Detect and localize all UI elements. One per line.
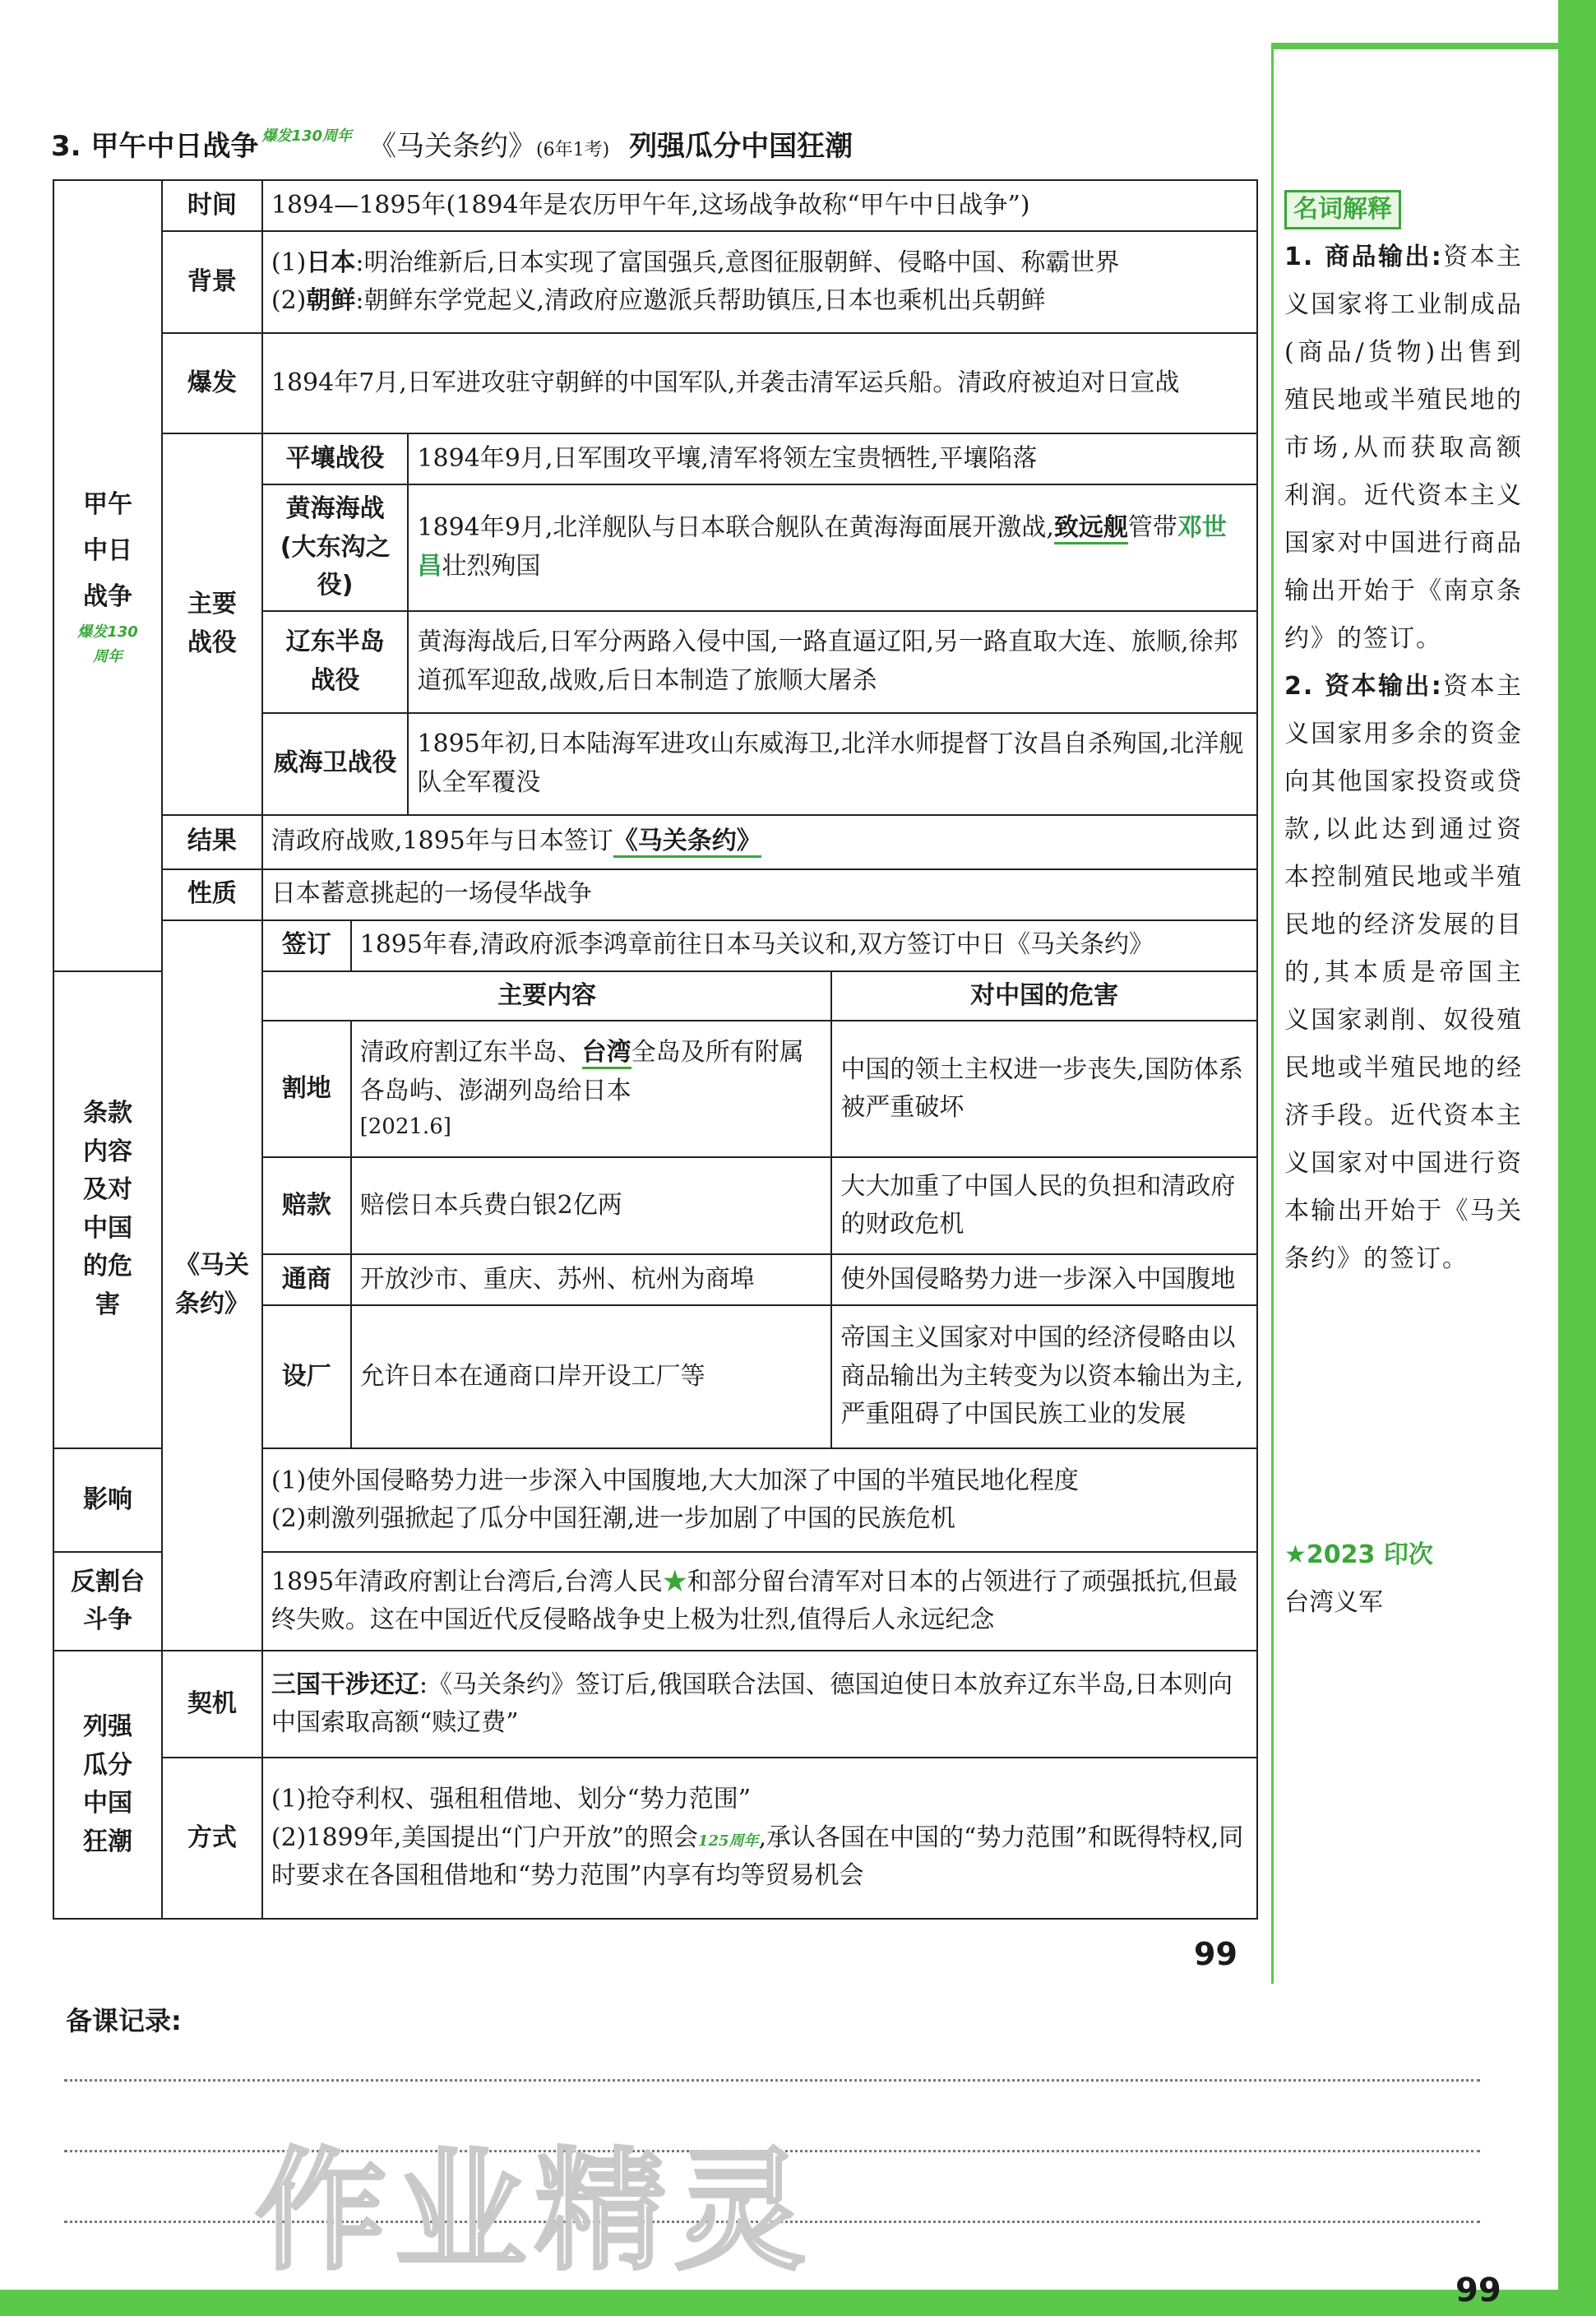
taiwan-keyword: 台湾 — [582, 1038, 631, 1069]
clause-name: 通商 — [262, 1254, 351, 1305]
battles-label: 主要战役 — [162, 433, 262, 815]
clause-name: 赔款 — [262, 1157, 351, 1254]
side-note — [1284, 1531, 1433, 1627]
clause-content: 允许日本在通商口岸开设工厂等 — [351, 1305, 832, 1448]
nature-label: 性质 — [162, 869, 262, 920]
battle-name: 威海卫战役 — [262, 713, 409, 815]
sign-text: 1895年春,清政府派李鸿章前往日本马关议和,双方签订中日《马关条约》 — [351, 920, 1257, 971]
col-content-header: 主要内容 — [262, 971, 831, 1021]
result-treaty: 《马关条约》 — [613, 827, 761, 858]
notes-label: 备课记录: — [66, 2005, 182, 2036]
star-icon: ★ — [662, 1567, 687, 1596]
glossary-item: 1. 商品输出:资本主义国家将工业制成品(商品/货物)出售到殖民地或半殖民地的市场,从而获取高额利润。近代资本主义国家对中国进行商品输出开始于《南京条约》的签订。 — [1284, 243, 1523, 653]
war-anniversary: 爆发130周年 — [261, 127, 353, 145]
clause-harm: 使外国侵略势力进一步深入中国腹地 — [831, 1254, 1257, 1305]
means-label: 方式 — [162, 1758, 262, 1919]
column-divider — [1271, 43, 1274, 1984]
time-label: 时间 — [162, 180, 262, 231]
open-door-anniversary: 125周年 — [697, 1832, 759, 1850]
impact-cell: (1)使外国侵略势力进一步深入中国腹地,大大加深了中国的半殖民地化程度 (2)刺激列强掀起了瓜分中国狂潮,进一步加剧了中国的民族危机 — [262, 1448, 1257, 1552]
table-row — [53, 1651, 1257, 1758]
table-row — [53, 433, 1257, 484]
watermark: 作业精灵 — [255, 2134, 815, 2288]
sign-label: 签订 — [262, 920, 351, 971]
war-group-label: 甲午中日战争 — [83, 489, 132, 611]
table-row — [53, 1758, 1257, 1919]
table-row — [53, 815, 1257, 869]
nature-text: 日本蓄意挑起的一场侵华战争 — [262, 869, 1257, 920]
scramble-title: 列强瓜分中国狂潮 — [629, 130, 854, 163]
hero-keyword: 邓世昌 — [417, 513, 1227, 581]
outbreak-text: 1894年7月,日军进攻驻守朝鲜的中国军队,并袭击清军运兵船。清政府被迫对日宣战 — [262, 333, 1257, 433]
means-cell: (1)抢夺利权、强租租借地、划分“势力范围” (2)1899年,美国提出“门户开放”的照会125周年,承认各国在中国的“势力范围”和既得特权,同时要求在各国租借地和“势力范围”内享有均等贸易机会 — [262, 1758, 1257, 1919]
impact-label: 影响 — [53, 1448, 162, 1552]
clause-harm: 中国的领土主权进一步丧失,国防体系被严重破坏 — [831, 1021, 1257, 1157]
table-row — [53, 333, 1257, 433]
battle-text: 1894年9月,日军围攻平壤,清军将领左宝贵牺牲,平壤陷落 — [408, 433, 1257, 484]
treaty-group-cell: 《马关条约》 — [162, 920, 262, 1651]
exam-ref: [2021.6] — [359, 1114, 451, 1140]
war-group-cell — [53, 180, 162, 971]
page-number-outer: 99 — [1455, 2272, 1501, 2309]
outbreak-label: 爆发 — [162, 333, 262, 433]
battle-name: 黄海海战 (大东沟之役) — [262, 484, 409, 611]
col-harm-header: 对中国的危害 — [831, 971, 1257, 1021]
japan-keyword: 日本 — [306, 248, 356, 277]
main-table — [53, 179, 1258, 1920]
clause-harm: 帝国主义国家对中国的经济侵略由以商品输出为主转变为以资本输出为主,严重阻碍了中国民族工业的发展 — [831, 1305, 1257, 1448]
battle-name: 平壤战役 — [262, 433, 409, 484]
war-title: . 甲午中日战争 — [70, 130, 259, 163]
ship-keyword: 致远舰 — [1054, 513, 1128, 544]
battle-text: 黄海海战后,日军分两路入侵中国,一路直逼辽阳,另一路直取大连、旅顺,徐邦道孤军迎敌,战败,后日本制造了旅顺大屠杀 — [408, 611, 1257, 713]
page-number-inner: 99 — [1194, 1936, 1237, 1972]
resist-text: 1895年清政府割让台湾后,台湾人民★和部分留台清军对日本的占领进行了顽强抵抗,但最终失败。这在中国近代反侵略战争史上极为壮烈,值得后人永远纪念 — [262, 1552, 1257, 1651]
glossary-heading: 名词解释 — [1284, 190, 1401, 229]
table-row — [53, 920, 1257, 971]
time-text: 1894—1895年(1894年是农历甲午年,这场战争故称“甲午中日战争”) — [262, 180, 1257, 231]
clause-content: 清政府割辽东半岛、台湾全岛及所有附属各岛屿、澎湖列岛给日本 [2021.6] — [351, 1021, 832, 1157]
war-group-anniversary: 爆发130周年 — [77, 623, 138, 665]
section-title — [51, 123, 853, 163]
glossary-sidebar — [1284, 186, 1523, 1283]
background-cell: (1)日本:明治维新后,日本实现了富国强兵,意图征服朝鲜、侵略中国、称霸世界 (2)朝鲜:朝鲜东学党起义,清政府应邀派兵帮助镇压,日本也乘机出兵朝鲜 — [262, 231, 1257, 333]
result-cell: 清政府战败,1895年与日本签订《马关条约》 — [262, 815, 1257, 869]
clause-content: 赔偿日本兵费白银2亿两 — [351, 1157, 832, 1254]
clause-name: 割地 — [262, 1021, 351, 1157]
treaty-title: 《马关条约》 — [368, 130, 537, 163]
occasion-label: 契机 — [162, 1651, 262, 1758]
battle-text: 1894年9月,北洋舰队与日本联合舰队在黄海海面展开激战,致远舰管带邓世昌壮烈殉国 — [408, 484, 1257, 611]
clause-harm: 大大加重了中国人民的负担和清政府的财政危机 — [831, 1157, 1257, 1254]
occasion-text: 三国干涉还辽:《马关条约》签订后,俄国联合法国、德国迫使日本放弃辽东半岛,日本则向中国索取高额“赎辽费” — [262, 1651, 1257, 1758]
sidebar-top-border — [1273, 43, 1558, 49]
glossary-item: 2. 资本输出:资本主义国家用多余的资金向其他国家投资或贷款,以此达到通过资本控制殖民地或半殖民地的经济发展的目的,其本质是帝国主义国家剥削、奴役殖民地或半殖民地的经济手段。近代资本主义国家对中国进行资本输出开始于《马关条约》的签订。 — [1284, 672, 1523, 1273]
section-number: 3 — [51, 130, 71, 163]
note-line — [64, 2079, 1480, 2082]
scramble-group-cell: 列强瓜分中国狂潮 — [53, 1651, 162, 1919]
table-row — [53, 231, 1257, 333]
battle-name: 辽东半岛战役 — [262, 611, 409, 713]
clause-label: 条款内容及对中国的危害 — [53, 971, 162, 1449]
resist-label: 反割台斗争 — [53, 1552, 162, 1651]
table-row — [53, 869, 1257, 920]
table-row — [53, 180, 1257, 231]
side-note-title: ★2023 印次 — [1284, 1540, 1433, 1569]
korea-keyword: 朝鲜 — [306, 286, 356, 315]
background-label: 背景 — [162, 231, 262, 333]
result-label: 结果 — [162, 815, 262, 869]
exam-count: (6年1考) — [536, 140, 610, 160]
clause-name: 设厂 — [262, 1305, 351, 1448]
clause-content: 开放沙市、重庆、苏州、杭州为商埠 — [351, 1254, 832, 1305]
side-note-text: 台湾义军 — [1284, 1588, 1383, 1617]
occasion-keyword: 三国干涉还辽 — [271, 1670, 419, 1699]
battle-text: 1895年初,日本陆海军进攻山东威海卫,北洋水师提督丁汝昌自杀殉国,北洋舰队全军覆没 — [408, 713, 1257, 815]
